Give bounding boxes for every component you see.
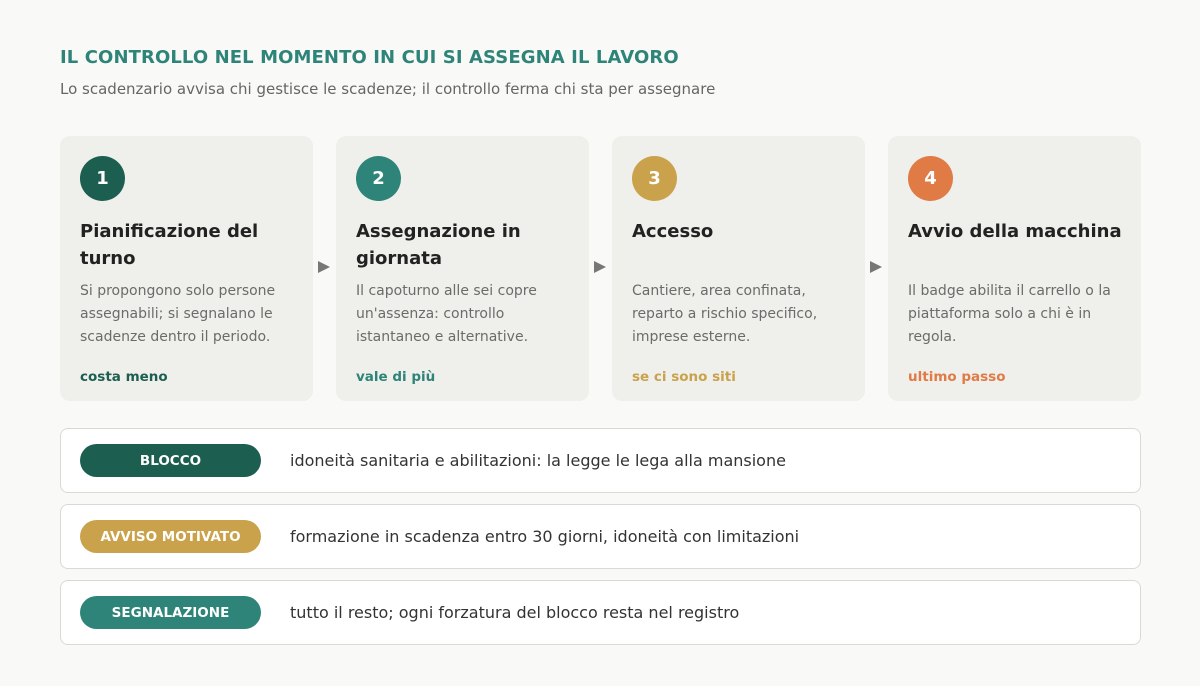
step-number-badge: 3 — [632, 156, 677, 201]
rule-badge: SEGNALAZIONE — [80, 596, 261, 629]
rule-badge: AVVISO MOTIVATO — [80, 520, 261, 553]
step-card-2 — [336, 136, 589, 401]
rule-text: tutto il resto; ogni forzatura del blocco resta nel registro — [290, 603, 740, 622]
step-title: Avvio della macchina — [908, 221, 1122, 242]
step-card-3 — [612, 136, 865, 401]
step-description: Il capoturno alle sei copre un'assenza: controllo istantaneo e alternative. — [356, 283, 537, 345]
step-number-badge: 1 — [80, 156, 125, 201]
step-tag: ultimo passo — [908, 369, 1006, 385]
step-title: Pianificazione del turno — [80, 221, 259, 269]
step-number-badge: 2 — [356, 156, 401, 201]
rule-text: formazione in scadenza entro 30 giorni, idoneità con limitazioni — [290, 527, 800, 546]
rule-badge: BLOCCO — [80, 444, 261, 477]
page-subtitle: Lo scadenzario avvisa chi gestisce le scadenze; il controllo ferma chi sta per assegnare — [60, 80, 716, 98]
steps-flow — [60, 136, 1141, 401]
arrow-right-icon — [870, 261, 882, 273]
page-title: IL CONTROLLO NEL MOMENTO IN CUI SI ASSEGNA IL LAVORO — [60, 47, 679, 68]
step-title: Accesso — [632, 221, 714, 242]
step-card-4 — [888, 136, 1141, 401]
step-tag: vale di più — [356, 369, 436, 385]
rule-text: idoneità sanitaria e abilitazioni: la legge le lega alla mansione — [290, 451, 786, 470]
step-number-badge: 4 — [908, 156, 953, 201]
step-card-1 — [60, 136, 313, 401]
arrow-right-icon — [318, 261, 330, 273]
step-description: Si propongono solo persone assegnabili; si segnalano le scadenze dentro il periodo. — [80, 283, 276, 345]
rule-row-avviso — [60, 504, 1141, 569]
rule-row-segnalazione — [60, 580, 1141, 645]
step-description: Cantiere, area confinata, reparto a rischio specifico, imprese esterne. — [632, 283, 818, 345]
step-tag: costa meno — [80, 369, 168, 385]
rule-row-blocco — [60, 428, 1141, 493]
step-title: Assegnazione in giornata — [356, 221, 521, 269]
step-description: Il badge abilita il carrello o la piattaforma solo a chi è in regola. — [908, 283, 1111, 345]
step-tag: se ci sono siti — [632, 369, 736, 385]
arrow-right-icon — [594, 261, 606, 273]
